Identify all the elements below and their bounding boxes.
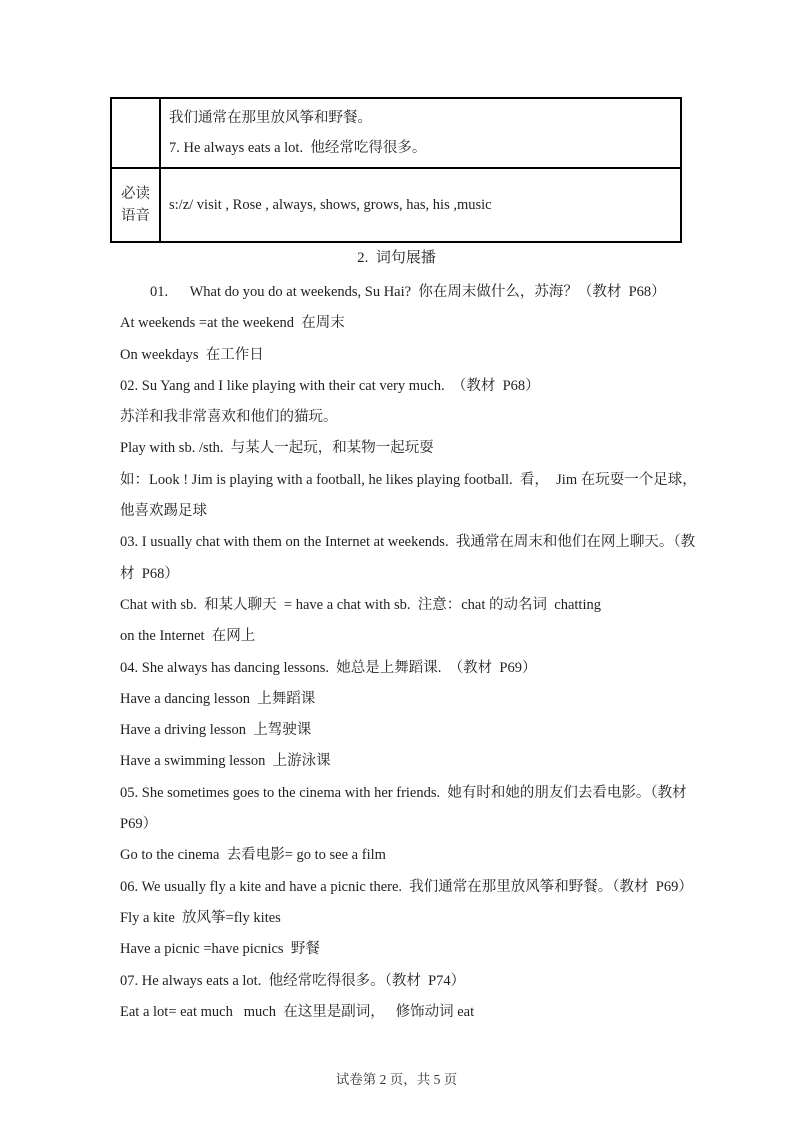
section-heading: 2. 词句展播 bbox=[357, 250, 436, 266]
continuation-table bbox=[110, 97, 682, 243]
body-line: Have a dancing lesson 上舞蹈课 bbox=[120, 690, 316, 707]
body-line: 06. We usually fly a kite and have a picnic there. 我们通常在那里放风筝和野餐。（教材 P69） bbox=[120, 878, 693, 895]
body-line: P69） bbox=[120, 816, 158, 833]
table-row-phonics bbox=[111, 168, 681, 242]
body-line: 他喜欢踢足球 bbox=[120, 503, 207, 520]
sentences-label-cell bbox=[111, 98, 160, 168]
body-line: Play with sb. /sth. 与某人一起玩，和某物一起玩耍 bbox=[120, 440, 434, 457]
body-line: 04. She always has dancing lessons. 她总是上舞蹈课. （教材 P69） bbox=[120, 659, 537, 676]
sentence-line: 7. He always eats a lot. 他经常吃得很多。 bbox=[169, 140, 427, 156]
body-line: 05. She sometimes goes to the cinema with her friends. 她有时和她的朋友们去看电影。（教材 bbox=[120, 784, 687, 801]
sentences-content-cell bbox=[160, 98, 681, 168]
body-line: On weekdays 在工作日 bbox=[120, 346, 264, 363]
phonics-line: s:/z/ visit , Rose , always, shows, grows, has, his ,music bbox=[169, 197, 492, 213]
body-line: Have a driving lesson 上驾驶课 bbox=[120, 722, 312, 739]
phonics-content-cell bbox=[160, 168, 681, 242]
body-line: At weekends =at the weekend 在周末 bbox=[120, 315, 345, 332]
phonics-label-line: 必读 bbox=[121, 186, 150, 202]
body-line: 苏洋和我非常喜欢和他们的猫玩。 bbox=[120, 409, 338, 426]
phonics-label-cell bbox=[111, 168, 160, 242]
page-footer: 试卷第 2 页，共 5 页 bbox=[335, 1072, 458, 1087]
body-line: Eat a lot= eat much much 在这里是副词， 修饰动词 eat bbox=[120, 1003, 475, 1020]
body-line: Go to the cinema 去看电影= go to see a film bbox=[120, 847, 386, 864]
body-line: 02. Su Yang and I like playing with their cat very much. （教材 P68） bbox=[120, 377, 540, 394]
body-line: 材 P68） bbox=[120, 565, 179, 582]
body-line: on the Internet 在网上 bbox=[120, 628, 256, 645]
body-text bbox=[120, 277, 753, 1028]
sentence-line: 我们通常在那里放风筝和野餐。 bbox=[169, 110, 372, 126]
phonics-label-line: 语音 bbox=[121, 208, 150, 224]
body-line: 03. I usually chat with them on the Internet at weekends. 我通常在周末和他们在网上聊天。（教 bbox=[120, 534, 696, 551]
body-line: Chat with sb. 和某人聊天 = have a chat with sb. 注意：chat 的动名词 chatting bbox=[120, 596, 601, 613]
body-line: 01. What do you do at weekends, Su Hai? 你在周末做什么，苏海？（教材 P68） bbox=[150, 284, 666, 300]
body-line: Have a swimming lesson 上游泳课 bbox=[120, 753, 331, 770]
body-line: Have a picnic =have picnics 野餐 bbox=[120, 941, 320, 958]
body-line: 07. He always eats a lot. 他经常吃得很多。（教材 P74） bbox=[120, 972, 466, 989]
table-row-sentences bbox=[111, 98, 681, 168]
body-line: Fly a kite 放风筝=fly kites bbox=[120, 909, 281, 926]
body-line: 如：Look ! Jim is playing with a football, he likes playing football. 看， Jim 在玩耍一个足球， bbox=[120, 471, 697, 488]
